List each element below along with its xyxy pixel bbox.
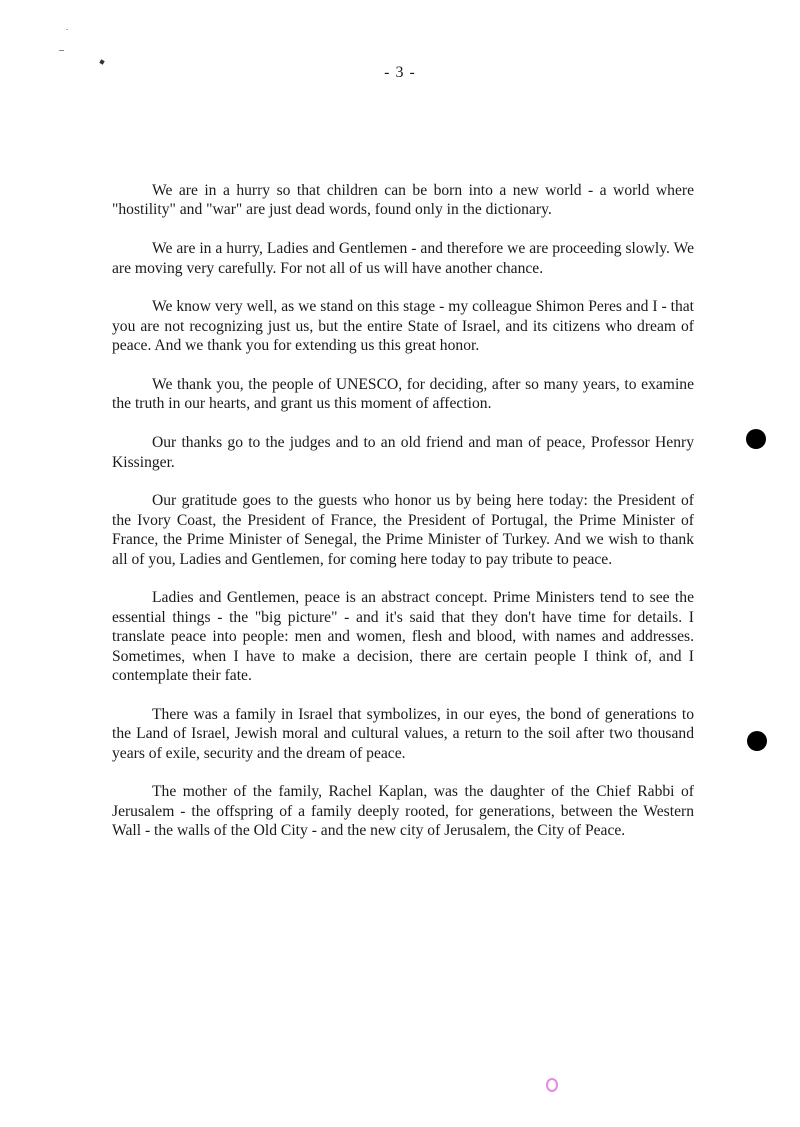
body-text	[112, 181, 694, 860]
paragraph: We thank you, the people of UNESCO, for deciding, after so many years, to examine the truth in our hearts, and grant us this moment of affection.	[112, 376, 694, 413]
paragraph: We are in a hurry, Ladies and Gentlemen - and therefore we are proceeding slowly. We are moving very carefully. For not all of us will have another chance.	[112, 240, 694, 277]
scan-speck	[59, 50, 64, 51]
paragraph: Our thanks go to the judges and to an old friend and man of peace, Professor Henry Kissinger.	[112, 434, 694, 471]
scan-speck	[66, 29, 68, 30]
paragraph: Ladies and Gentlemen, peace is an abstract concept. Prime Ministers tend to see the essential things - the "big picture" - and it's said that they don't have time for details. I translate peace into people: men and women, flesh and blood, with names and addresses. Sometimes, when I have to make a decision, there are certain people I think of, and I contemplate their fate.	[112, 589, 694, 685]
paragraph: We are in a hurry so that children can be born into a new world - a world where "hostility" and "war" are just dead words, found only in the dictionary.	[112, 182, 694, 219]
paragraph: Our gratitude goes to the guests who honor us by being here today: the President of the Ivory Coast, the President of France, the President of Portugal, the Prime Minister of France, the Prime Minister of Senegal, the Prime Minister of Turkey. And we wish to thank all of you, Ladies and Gentlemen, for coming here today to pay tribute to peace.	[112, 492, 694, 568]
page-number: - 3 -	[384, 64, 416, 81]
paragraph: The mother of the family, Rachel Kaplan, was the daughter of the Chief Rabbi of Jerusalem - the offspring of a family deeply rooted, for generations, between the Western Wall - the walls of the Old City - and the new city of Jerusalem, the City of Peace.	[112, 783, 694, 840]
paragraph: There was a family in Israel that symbolizes, in our eyes, the bond of generations to the Land of Israel, Jewish moral and cultural values, a return to the soil after two thousand years of exile, security and the dream of peace.	[112, 705, 694, 762]
punch-hole-icon	[746, 429, 766, 449]
stamp-mark-icon	[546, 1078, 558, 1092]
paragraph: We know very well, as we stand on this stage - my colleague Shimon Peres and I - that you are not recognizing just us, but the entire State of Israel, and its citizens who dream of peace. And we thank you for extending us this great honor.	[112, 298, 694, 355]
punch-hole-icon	[747, 731, 767, 751]
